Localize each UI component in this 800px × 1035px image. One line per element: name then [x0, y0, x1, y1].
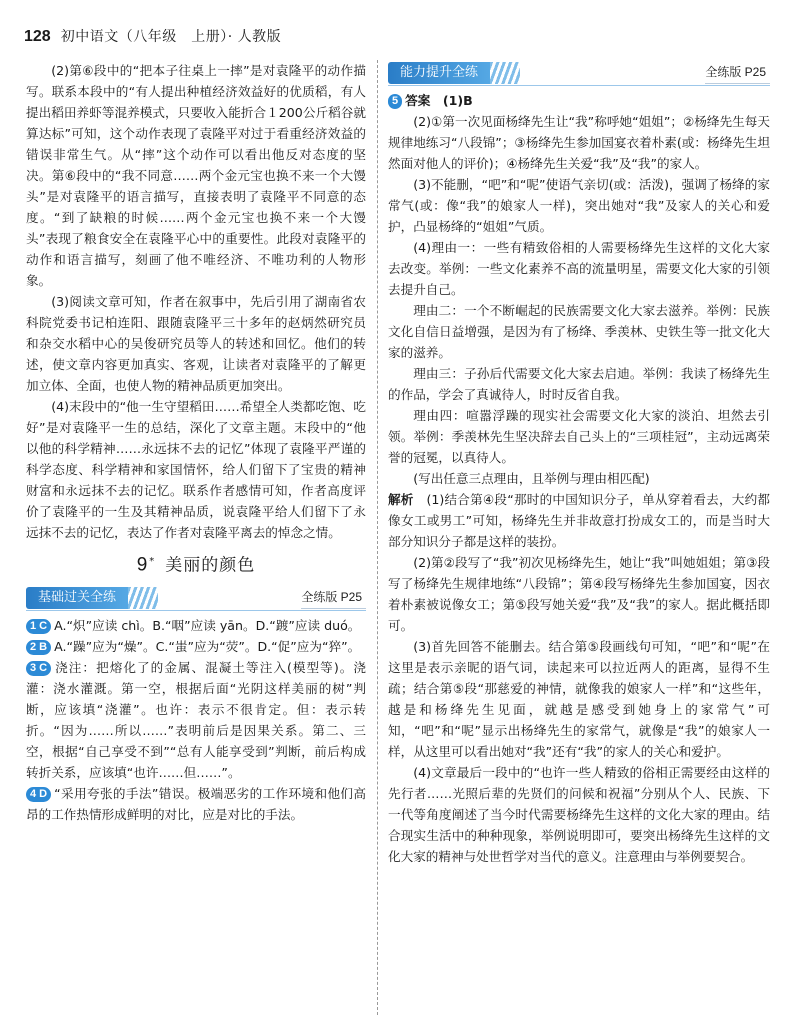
book-title: 初中语文（八年级 上册）· 人教版 [60, 29, 282, 45]
right-column [388, 60, 770, 867]
answer-item-1: 1 C A.“炽”应读 chì。B.“咽”应读 yān。D.“踱”应读 duó。 [26, 615, 366, 636]
answer-paragraph: (4)理由一：一些有精致俗相的人需要杨绛先生这样的文化大家去改变。举例：一些文化素养不高的流量明星，需要文化大家的引领去提升自己。 [388, 240, 770, 297]
banner-stripes [490, 62, 520, 84]
answer-item-4: 4 D “采用夸张的手法”错误。极端恶劣的工作环境和他们高昂的工作热情形成鲜明的对比，应是对比的手法。 [26, 785, 366, 822]
analysis-paragraph: (4)文章最后一段中的“也许一些人精致的俗相正需要经由这样的先行者……光照后辈的先贤们的问候和祝福”分别从个人、民族、下一代等角度阐述了当今时代需要杨绛先生这样的文化大家的理由。结合现实生活中的种种现象，举例说明即可，要突出杨绛先生这样的文化大家的精神与处世哲学对当代的意义。注意理由与举例要契合。 [388, 765, 770, 864]
answer-paragraph: 理由三：子孙后代需要文化大家去启迪。举例：我读了杨绛先生的作品，学会了真诚待人，时时反省自我。 [388, 366, 770, 402]
answer-paragraph: 理由四：喧嚣浮躁的现实社会需要文化大家的淡泊、坦然去引领。举例：季羡林先生坚决辞去自己头上的“三项桂冠”，主动远离荣誉的冠冕，以真待人。 [388, 408, 770, 465]
page-number: 128 [24, 28, 51, 45]
answer-label: 答案 [405, 93, 431, 108]
banner-tag: 能力提升全练 [388, 62, 490, 84]
left-paragraph-3: (3)阅读文章可知，作者在叙事中，先后引用了湖南省农科院党委书记柏连阳、跟随袁隆平三十多年的赵炳然研究员和杂交水稻中心的吴俊研究员等人的转述和回忆。他们的转述，使文章内容更加真实、客观，让读者对袁隆平的了解更加立体、全面，也使人物的精神品质更加突出。 [26, 294, 366, 393]
analysis-first: (1)结合第④段“那时的中国知识分子，单从穿着看去，大约都像女工或男工”可知，杨绛先生并非故意打扮成女工的，而是当时大部分知识分子都是这样的装扮。 [388, 492, 771, 549]
banner-ref: 全练版 P25 [301, 587, 366, 609]
answer-item-2: 2 B A.“躁”应为“燥”。C.“蚩”应为“荧”。D.“促”应为“猝”。 [26, 636, 366, 657]
page-header [24, 26, 281, 52]
chapter-number: 9 [136, 554, 149, 576]
answer-badge: 3 C [26, 661, 51, 676]
answer-paragraph: (3)不能删，“吧”和“呢”使语气亲切(或：活泼)，强调了杨绛的家常气(或：像“我”的娘家人一样)，突出她对“我”及家人的关心和爱护，凸显杨绛的“姐姐”气质。 [388, 177, 770, 234]
answer-badge: 5 [388, 94, 402, 109]
answer-badge: 2 B [26, 640, 51, 655]
column-divider [377, 60, 378, 1015]
answer-paragraph: 理由二：一个不断崛起的民族需要文化大家去滋养。举例：民族文化自信日益增强，是因为有了杨绛、季羡林、史铁生等一批文化大家的滋养。 [388, 303, 770, 360]
answer-badge: 1 C [26, 619, 51, 634]
banner-tag: 基础过关全练 [26, 587, 128, 609]
answer-badge: 4 D [26, 787, 51, 802]
chapter-title: 美丽的颜色 [165, 555, 256, 576]
analysis-label: 解析 [388, 492, 414, 507]
answer-item-3: 3 C 浇注：把熔化了的金属、混凝土等注入(模型等)。浇灌：浇水灌溉。第一空，根据后面“光阴这样美丽的树”判断，应该填“浇灌”。也许：表示不很肯定。但：表示转折。“因为……所以……”表明前后是因果关系。第二、三空，根据“自己享受不到”“总有人能享受到”判断，前后构成转折关系，应该填“也许……但……”。 [26, 659, 366, 780]
chapter-mark: * [149, 556, 156, 567]
left-column [26, 60, 366, 825]
answer-paragraph: (写出任意三点理由，且举例与理由相匹配) [413, 471, 650, 486]
section-banner-basic [26, 587, 366, 609]
left-paragraph-4: (4)末段中的“他一生守望稻田……希望全人类都吃饱、吃好”是对袁隆平一生的总结，深化了文章主题。末段中的“他以他的科学精神……永远抹不去的记忆”体现了袁隆平严谨的科学态度、科学精神和家国情怀，给人们留下了宝贵的精神财富和永远抹不去的记忆。联系作者感情可知，作者高度评价了袁隆平的一生及其精神品质，说袁隆平给人们留下了永远抹不去的记忆，表达了作者对袁隆平离去的悼念之情。 [26, 399, 366, 540]
analysis-paragraph: (3)首先回答不能删去。结合第⑤段画线句可知，“吧”和“呢”在这里是表示亲昵的语气词，读起来可以拉近两人的距离，显得不生疏；结合第⑤段“那慈爱的神情，就像我的娘家人一样”和“这些年，越是和杨绛先生见面，就越是感受到她身上的家常气”可知，“吧”和“呢”显示出杨绛先生的家常气，就像是“我”的娘家人一样，从这里可以看出她对“我”还有“我”的家人的关心和爱护。 [388, 639, 770, 759]
analysis-heading [388, 489, 770, 552]
left-paragraph-2: (2)第⑥段中的“把本子往桌上一摔”是对袁隆平的动作描写。联系本段中的“有人提出种植经济效益好的优质稻，有人提出稻田养虾等混养模式，只要收入能折合１200公斤稻谷就算达标”可知，这个动作表现了袁隆平对过于看重经济效益的错误非常生气。从“摔”这个动作可以看出他反对态度的坚决。第⑥段中的“我不同意……两个金元宝也换不来一个大馒头”是对袁隆平的语言描写，直接表明了袁隆平不同意的态度。“到了缺粮的时候……两个金元宝也换不来一个大馒头”表现了粮食安全在袁隆平心中的重要性。此段对袁隆平的动作和语言描写，刻画了他不唯经济、不唯功利的人物形象。 [26, 63, 366, 288]
section-banner-advanced [388, 62, 770, 84]
banner-ref: 全练版 P25 [705, 62, 770, 84]
analysis-paragraph: (2)第②段写了“我”初次见杨绛先生，她让“我”叫她姐姐；第③段写了杨绛先生规律地练“八段锦”；第④段写杨绛先生参加国宴，因衣着朴素被说像女工；第⑤段写她关爱“我”及“我”的家人。据此概括即可。 [388, 555, 770, 633]
answer-paragraph: (2)①第一次见面杨绛先生让“我”称呼她“姐姐”；②杨绛先生每天规律地练习“八段锦”；③杨绛先生参加国宴衣着朴素(或：杨绛先生坦然面对他人的评价)；④杨绛先生关爱“我”及“我”的家人。 [388, 114, 770, 171]
answer-first: (1)B [442, 93, 473, 108]
answer-heading [388, 90, 770, 111]
chapter-heading [26, 547, 366, 581]
banner-stripes [128, 587, 158, 609]
